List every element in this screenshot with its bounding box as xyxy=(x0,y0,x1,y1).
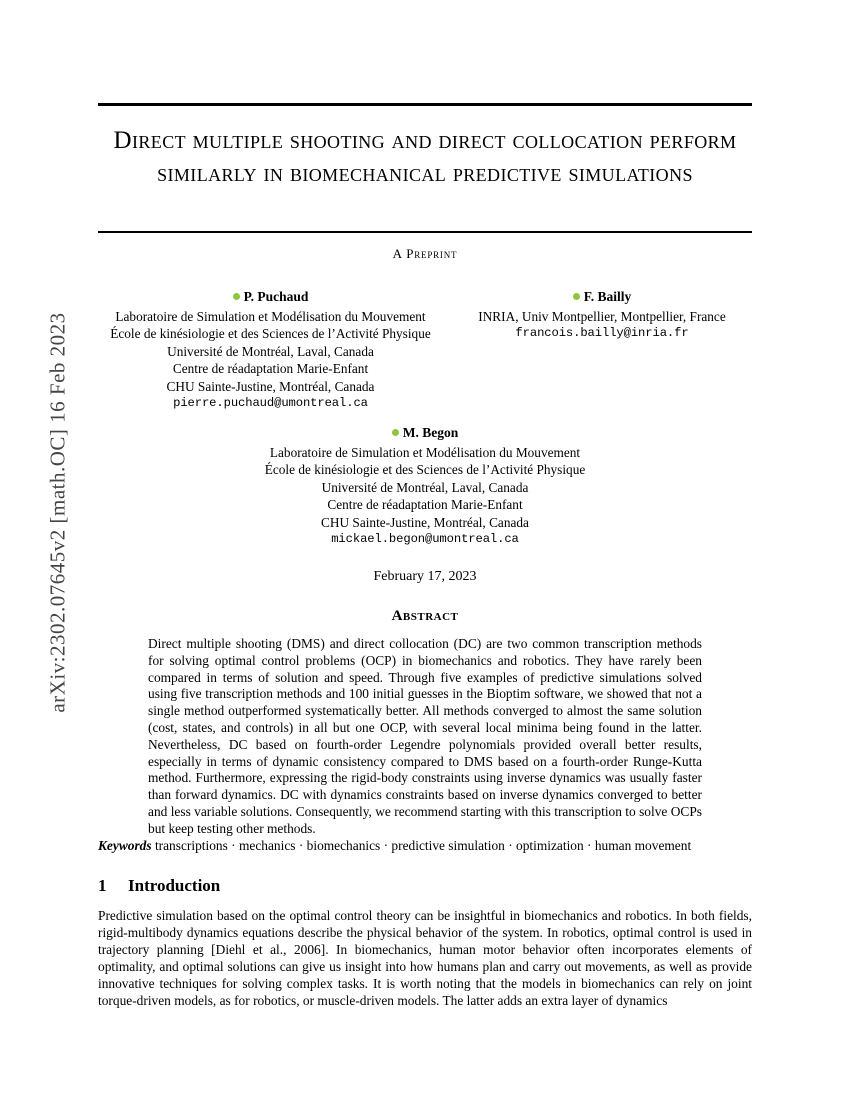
affiliation-line: Laboratoire de Simulation et Modélisation du Mouvement xyxy=(269,444,581,460)
affiliation-line: Université de Montréal, Laval, Canada xyxy=(321,479,529,495)
authors-row xyxy=(98,288,752,413)
affiliation-line: Centre de réadaptation Marie-Enfant xyxy=(327,497,523,512)
author-email[interactable]: mickael.begon@umontreal.ca xyxy=(331,532,519,546)
affiliation-line: Centre de réadaptation Marie-Enfant xyxy=(172,361,369,376)
author-block-bailly xyxy=(452,288,752,413)
affiliation-line: Laboratoire de Simulation et Modélisation du Mouvement xyxy=(115,308,426,324)
author-block-begon xyxy=(98,424,752,549)
author-name-text: F. Bailly xyxy=(583,289,632,304)
author-email[interactable]: francois.bailly@inria.fr xyxy=(515,326,689,340)
page-title: Direct multiple shooting and direct collocation perform similarly in biomechanical predictive simulations xyxy=(113,127,737,187)
keywords-text: transcriptions · mechanics · biomechanics · predictive simulation · optimization · human movement xyxy=(154,838,692,853)
affiliation-line: École de kinésiologie et des Sciences de l’Activité Physique xyxy=(110,326,431,341)
orcid-icon[interactable] xyxy=(233,293,240,300)
author-name xyxy=(98,424,752,442)
author-name xyxy=(452,288,752,306)
section-title: Introduction xyxy=(128,876,221,895)
paper-page xyxy=(98,0,752,1100)
publication-date: February 17, 2023 xyxy=(373,569,477,584)
keywords-label: Keywords xyxy=(98,838,152,853)
affiliation-line: CHU Sainte-Justine, Montréal, Canada xyxy=(166,378,375,394)
abstract-heading: Abstract xyxy=(391,608,459,624)
keywords-line xyxy=(98,838,752,854)
orcid-icon[interactable] xyxy=(392,429,399,436)
title-rule-bottom xyxy=(98,231,752,233)
author-name-text: M. Begon xyxy=(402,425,459,440)
affiliation-line: INRIA, Univ Montpellier, Montpellier, France xyxy=(478,308,726,324)
orcid-icon[interactable] xyxy=(573,293,580,300)
affiliation-line: Université de Montréal, Laval, Canada xyxy=(167,343,374,359)
preprint-label: A Preprint xyxy=(392,246,458,261)
affiliation-line: CHU Sainte-Justine, Montréal, Canada xyxy=(321,514,529,530)
section-number: 1 xyxy=(98,876,107,895)
section-heading xyxy=(98,876,752,896)
arxiv-stamp: arXiv:2302.07645v2 [math.OC] 16 Feb 2023 xyxy=(45,312,70,713)
affiliation-line: École de kinésiologie et des Sciences de l’Activité Physique xyxy=(264,462,586,477)
author-name xyxy=(98,288,443,306)
section-body-text: Predictive simulation based on the optimal control theory can be insightful in biomechanics and robotics. In both fields, rigid-multibody dynamics equations describe the physical behavior of the system. In robotics, optimal control is used in trajectory planning [Diehl et al., 2006]. In biomechanics, human motor behavior often incorporates elements of optimality, and optimal solutions can give us insight into how humans plan and carry out movements, as well as provide innovative techniques for solving complex tasks. It is worth noting that the models in biomechanics can rely on joint torque-driven models, as for robotics, or muscle-driven models. The latter adds an extra layer of dynamics xyxy=(98,908,752,1008)
author-name-text: P. Puchaud xyxy=(243,289,309,304)
title-rule-top xyxy=(98,103,752,106)
author-block-puchaud xyxy=(98,288,443,413)
author-email[interactable]: pierre.puchaud@umontreal.ca xyxy=(173,396,368,410)
abstract-text: Direct multiple shooting (DMS) and direct collocation (DC) are two common transcription methods for solving optimal control problems (OCP) in biomechanics and robotics. They have rarely been compared in terms of solution and speed. Through five examples of predictive simulations solved using five transcription methods and 100 initial guesses in the Bioptim software, we showed that not a single method outperformed systematically better. All methods converged to almost the same solution (cost, states, and controls) in all but one OCP, with several local minima being found in the latter. Nevertheless, DC based on fourth-order Legendre polynomials provided overall better results, especially in terms of dynamic consistency compared to DMS based on a fourth-order Runge-Kutta method. Furthermore, expressing the rigid-body constraints using inverse dynamics was usually faster than forward dynamics. DC with dynamics constraints based on inverse dynamics converged to better and less variable solutions. Consequently, we recommend starting with this transcription to solve OCPs but keep testing other methods. xyxy=(148,636,702,836)
